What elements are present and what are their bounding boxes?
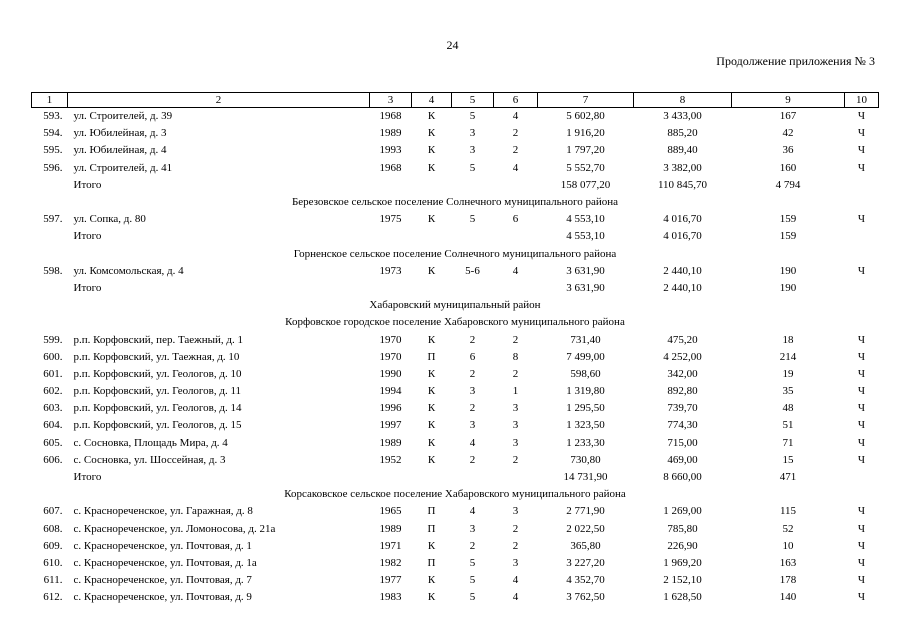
- area-living-cell: 1 628,50: [663, 591, 702, 604]
- total-row: [32, 280, 879, 297]
- total-area-total: 14 731,90: [563, 471, 608, 484]
- empty-cell: [370, 280, 538, 297]
- address-cell: р.п. Корфовский, ул. Геологов, д. 10: [73, 367, 242, 380]
- entrances-cell: 4: [512, 161, 519, 174]
- table-row: [32, 331, 879, 348]
- material-cell: П: [427, 350, 436, 363]
- row-number: 604.: [43, 419, 63, 432]
- year-cell: 1994: [379, 385, 402, 398]
- empty-cell: [32, 280, 68, 297]
- year-cell: 1971: [379, 539, 402, 552]
- area-total-cell: 5 552,70: [566, 161, 605, 174]
- total-residents: 4 794: [775, 178, 801, 191]
- area-total-cell: 4 553,10: [566, 213, 605, 226]
- address-cell: р.п. Корфовский, ул. Геологов, д. 15: [73, 419, 242, 432]
- table-body: [32, 108, 879, 607]
- material-cell: К: [427, 385, 436, 398]
- section-row: [32, 314, 879, 331]
- table-row: [32, 538, 879, 555]
- year-cell: 1952: [379, 453, 402, 466]
- floors-cell: 5-6: [465, 264, 480, 277]
- floors-cell: 2: [469, 453, 476, 466]
- section-heading: Березовское сельское поселение Солнечного муниципального района: [291, 196, 619, 209]
- floors-cell: 3: [469, 385, 476, 398]
- area-total-cell: 2 022,50: [566, 522, 605, 535]
- area-living-cell: 892,80: [667, 385, 698, 398]
- address-cell: с. Краснореченское, ул. Почтовая, д. 1а: [73, 556, 257, 569]
- column-header: 5: [452, 93, 494, 108]
- address-cell: с. Краснореченское, ул. Почтовая, д. 9: [73, 591, 252, 604]
- area-total-cell: 1 916,20: [566, 127, 605, 140]
- page-number: 24: [446, 38, 459, 52]
- area-living-cell: 2 440,10: [663, 264, 702, 277]
- row-number: 602.: [43, 385, 63, 398]
- address-cell: с. Краснореченское, ул. Почтовая, д. 1: [73, 539, 252, 552]
- residents-cell: 71: [782, 436, 794, 449]
- entrances-cell: 4: [512, 591, 519, 604]
- row-number: 612.: [43, 591, 63, 604]
- address-cell: с. Сосновка, ул. Шоссейная, д. 3: [73, 453, 226, 466]
- year-cell: 1989: [379, 436, 402, 449]
- year-cell: 1970: [379, 350, 402, 363]
- area-total-cell: 3 227,20: [566, 556, 605, 569]
- year-cell: 1973: [379, 264, 402, 277]
- row-number: 599.: [43, 333, 63, 346]
- area-living-cell: 4 252,00: [663, 350, 702, 363]
- empty-cell: [845, 177, 879, 194]
- table-row: [32, 503, 879, 520]
- floors-cell: 2: [469, 333, 476, 346]
- area-living-cell: 226,90: [667, 539, 698, 552]
- table-row: [32, 366, 879, 383]
- row-number: 609.: [43, 539, 63, 552]
- residents-cell: 18: [782, 333, 794, 346]
- section-row: [32, 246, 879, 263]
- row-number: 606.: [43, 453, 63, 466]
- area-living-cell: 469,00: [667, 453, 698, 466]
- row-number: 600.: [43, 350, 63, 363]
- table-row: [32, 349, 879, 366]
- column-header: 4: [412, 93, 452, 108]
- residents-cell: 42: [782, 127, 794, 140]
- total-area-living: 2 440,10: [663, 281, 702, 294]
- empty-cell: [32, 177, 68, 194]
- area-living-cell: 885,20: [667, 127, 698, 140]
- area-living-cell: 2 152,10: [663, 574, 702, 587]
- entrances-cell: 4: [512, 574, 519, 587]
- section-row: [32, 194, 879, 211]
- mark-cell: Ч: [857, 539, 866, 552]
- row-number: 605.: [43, 436, 63, 449]
- table-row: [32, 452, 879, 469]
- residents-cell: 159: [779, 213, 797, 226]
- total-area-total: 3 631,90: [566, 281, 605, 294]
- floors-cell: 2: [469, 402, 476, 415]
- residents-cell: 52: [782, 522, 794, 535]
- floors-cell: 5: [469, 574, 476, 587]
- area-total-cell: 731,40: [570, 333, 601, 346]
- area-total-cell: 1 295,50: [566, 402, 605, 415]
- address-cell: с. Краснореченское, ул. Почтовая, д. 7: [73, 574, 252, 587]
- entrances-cell: 6: [512, 213, 519, 226]
- mark-cell: Ч: [857, 522, 866, 535]
- year-cell: 1993: [379, 144, 402, 157]
- empty-cell: [845, 228, 879, 245]
- table-row: [32, 417, 879, 434]
- floors-cell: 2: [469, 367, 476, 380]
- mark-cell: Ч: [857, 350, 866, 363]
- empty-cell: [32, 228, 68, 245]
- area-total-cell: 4 352,70: [566, 574, 605, 587]
- entrances-cell: 3: [512, 402, 519, 415]
- material-cell: К: [427, 453, 436, 466]
- row-number: 607.: [43, 505, 63, 518]
- entrances-cell: 4: [512, 110, 519, 123]
- floors-cell: 5: [469, 110, 476, 123]
- total-label: Итого: [73, 230, 102, 243]
- address-cell: с. Краснореченское, ул. Гаражная, д. 8: [73, 505, 253, 518]
- residents-cell: 36: [782, 144, 794, 157]
- year-cell: 1968: [379, 161, 402, 174]
- area-total-cell: 1 797,20: [566, 144, 605, 157]
- section-heading: Горненское сельское поселение Солнечного муниципального района: [293, 247, 617, 260]
- residents-cell: 190: [779, 264, 797, 277]
- mark-cell: Ч: [857, 453, 866, 466]
- header-row: [32, 93, 879, 108]
- section-heading: Хабаровский муниципальный район: [369, 299, 541, 312]
- address-cell: ул. Строителей, д. 41: [73, 161, 173, 174]
- year-cell: 1997: [379, 419, 402, 432]
- empty-cell: [32, 469, 68, 486]
- residents-cell: 167: [779, 110, 797, 123]
- entrances-cell: 2: [512, 367, 519, 380]
- year-cell: 1975: [379, 213, 402, 226]
- area-total-cell: 7 499,00: [566, 350, 605, 363]
- row-number: 611.: [43, 574, 63, 587]
- table-row: [32, 555, 879, 572]
- area-living-cell: 715,00: [667, 436, 698, 449]
- total-area-living: 110 845,70: [657, 178, 708, 191]
- row-number: 603.: [43, 402, 63, 415]
- table-row: [32, 589, 879, 606]
- address-cell: с. Краснореченское, ул. Ломоносова, д. 21а: [73, 522, 276, 535]
- column-header: 8: [634, 93, 732, 108]
- floors-cell: 5: [469, 161, 476, 174]
- row-number: 593.: [43, 110, 63, 123]
- year-cell: 1965: [379, 505, 402, 518]
- year-cell: 1989: [379, 522, 402, 535]
- mark-cell: Ч: [857, 264, 866, 277]
- material-cell: П: [427, 505, 436, 518]
- entrances-cell: 1: [512, 385, 519, 398]
- section-heading: Корсаковское сельское поселение Хабаровского муниципального района: [284, 488, 626, 501]
- mark-cell: Ч: [857, 591, 866, 604]
- area-living-cell: 739,70: [667, 402, 698, 415]
- material-cell: П: [427, 522, 436, 535]
- entrances-cell: 2: [512, 453, 519, 466]
- mark-cell: Ч: [857, 556, 866, 569]
- floors-cell: 4: [469, 436, 476, 449]
- material-cell: К: [427, 333, 436, 346]
- floors-cell: 5: [469, 556, 476, 569]
- address-cell: р.п. Корфовский, пер. Таежный, д. 1: [73, 333, 244, 346]
- mark-cell: Ч: [857, 333, 866, 346]
- area-living-cell: 774,30: [667, 419, 698, 432]
- floors-cell: 3: [469, 127, 476, 140]
- material-cell: К: [427, 264, 436, 277]
- residents-cell: 160: [779, 161, 797, 174]
- column-header: 3: [370, 93, 412, 108]
- floors-cell: 4: [469, 505, 476, 518]
- mark-cell: Ч: [857, 367, 866, 380]
- address-cell: ул. Комсомольская, д. 4: [73, 264, 184, 277]
- area-living-cell: 889,40: [667, 144, 698, 157]
- material-cell: К: [427, 161, 436, 174]
- total-area-total: 158 077,20: [560, 178, 611, 191]
- address-cell: с. Сосновка, Площадь Мира, д. 4: [73, 436, 228, 449]
- floors-cell: 2: [469, 539, 476, 552]
- entrances-cell: 3: [512, 419, 519, 432]
- row-number: 601.: [43, 367, 63, 380]
- row-number: 597.: [43, 213, 63, 226]
- table-row: [32, 263, 879, 280]
- material-cell: К: [427, 402, 436, 415]
- entrances-cell: 3: [512, 505, 519, 518]
- housing-table: [31, 92, 879, 606]
- total-area-living: 8 660,00: [663, 471, 702, 484]
- column-header: 10: [845, 93, 879, 108]
- area-total-cell: 1 323,50: [566, 419, 605, 432]
- mark-cell: Ч: [857, 127, 866, 140]
- total-residents: 190: [779, 281, 797, 294]
- area-living-cell: 4 016,70: [663, 213, 702, 226]
- total-residents: 159: [779, 230, 797, 243]
- area-total-cell: 1 319,80: [566, 385, 605, 398]
- residents-cell: 178: [779, 574, 797, 587]
- floors-cell: 3: [469, 419, 476, 432]
- material-cell: К: [427, 144, 436, 157]
- empty-cell: [845, 280, 879, 297]
- total-label: Итого: [73, 471, 102, 484]
- floors-cell: 3: [469, 522, 476, 535]
- mark-cell: Ч: [857, 385, 866, 398]
- area-living-cell: 3 433,00: [663, 110, 702, 123]
- residents-cell: 19: [782, 367, 794, 380]
- mark-cell: Ч: [857, 505, 866, 518]
- residents-cell: 163: [779, 556, 797, 569]
- residents-cell: 51: [782, 419, 794, 432]
- table-row: [32, 142, 879, 159]
- residents-cell: 140: [779, 591, 797, 604]
- address-cell: ул. Юбилейная, д. 3: [73, 127, 167, 140]
- mark-cell: Ч: [857, 436, 866, 449]
- entrances-cell: 2: [512, 333, 519, 346]
- year-cell: 1970: [379, 333, 402, 346]
- total-area-total: 4 553,10: [566, 230, 605, 243]
- year-cell: 1990: [379, 367, 402, 380]
- residents-cell: 15: [782, 453, 794, 466]
- row-number: 598.: [43, 264, 63, 277]
- entrances-cell: 2: [512, 144, 519, 157]
- entrances-cell: 3: [512, 556, 519, 569]
- mark-cell: Ч: [857, 144, 866, 157]
- area-total-cell: 730,80: [570, 453, 601, 466]
- area-total-cell: 3 762,50: [566, 591, 605, 604]
- address-cell: р.п. Корфовский, ул. Геологов, д. 11: [73, 385, 242, 398]
- material-cell: К: [427, 110, 436, 123]
- area-living-cell: 475,20: [667, 333, 698, 346]
- total-row: [32, 228, 879, 245]
- table-row: [32, 435, 879, 452]
- section-row: [32, 297, 879, 314]
- mark-cell: Ч: [857, 110, 866, 123]
- row-number: 608.: [43, 522, 63, 535]
- entrances-cell: 2: [512, 127, 519, 140]
- area-total-cell: 1 233,30: [566, 436, 605, 449]
- empty-cell: [370, 228, 538, 245]
- floors-cell: 5: [469, 591, 476, 604]
- table-row: [32, 125, 879, 142]
- area-total-cell: 365,80: [570, 539, 601, 552]
- column-header: 6: [494, 93, 538, 108]
- area-living-cell: 342,00: [667, 367, 698, 380]
- entrances-cell: 2: [512, 522, 519, 535]
- table-row: [32, 400, 879, 417]
- entrances-cell: 3: [512, 436, 519, 449]
- residents-cell: 48: [782, 402, 794, 415]
- mark-cell: Ч: [857, 574, 866, 587]
- table-row: [32, 160, 879, 177]
- year-cell: 1983: [379, 591, 402, 604]
- area-total-cell: 2 771,90: [566, 505, 605, 518]
- floors-cell: 6: [469, 350, 476, 363]
- material-cell: К: [427, 591, 436, 604]
- area-total-cell: 5 602,80: [566, 110, 605, 123]
- address-cell: ул. Сопка, д. 80: [73, 213, 146, 226]
- row-number: 594.: [43, 127, 63, 140]
- total-row: [32, 177, 879, 194]
- material-cell: К: [427, 127, 436, 140]
- table-row: [32, 108, 879, 126]
- section-heading: Корфовское городское поселение Хабаровского муниципального района: [285, 316, 625, 329]
- material-cell: К: [427, 367, 436, 380]
- mark-cell: Ч: [857, 402, 866, 415]
- year-cell: 1996: [379, 402, 402, 415]
- area-living-cell: 3 382,00: [663, 161, 702, 174]
- address-cell: ул. Строителей, д. 39: [73, 110, 173, 123]
- table-row: [32, 572, 879, 589]
- total-residents: 471: [779, 471, 797, 484]
- entrances-cell: 2: [512, 539, 519, 552]
- total-row: [32, 469, 879, 486]
- mark-cell: Ч: [857, 419, 866, 432]
- residents-cell: 214: [779, 350, 797, 363]
- area-living-cell: 785,80: [667, 522, 698, 535]
- material-cell: К: [427, 539, 436, 552]
- material-cell: К: [427, 419, 436, 432]
- total-label: Итого: [73, 178, 102, 191]
- material-cell: П: [427, 556, 436, 569]
- mark-cell: Ч: [857, 213, 866, 226]
- table-row: [32, 383, 879, 400]
- column-header: 7: [538, 93, 634, 108]
- appendix-note: Продолжение приложения № 3: [716, 54, 875, 68]
- entrances-cell: 4: [512, 264, 519, 277]
- column-header: 9: [732, 93, 845, 108]
- empty-cell: [845, 469, 879, 486]
- address-cell: ул. Юбилейная, д. 4: [73, 144, 167, 157]
- column-header: 1: [32, 93, 68, 108]
- column-header: 2: [68, 93, 370, 108]
- table-row: [32, 521, 879, 538]
- address-cell: р.п. Корфовский, ул. Таежная, д. 10: [73, 350, 240, 363]
- material-cell: К: [427, 213, 436, 226]
- area-total-cell: 3 631,90: [566, 264, 605, 277]
- residents-cell: 10: [782, 539, 794, 552]
- row-number: 596.: [43, 161, 63, 174]
- address-cell: р.п. Корфовский, ул. Геологов, д. 14: [73, 402, 242, 415]
- year-cell: 1968: [379, 110, 402, 123]
- row-number: 595.: [43, 144, 63, 157]
- total-label: Итого: [73, 281, 102, 294]
- area-living-cell: 1 969,20: [663, 556, 702, 569]
- material-cell: К: [427, 436, 436, 449]
- year-cell: 1982: [379, 556, 402, 569]
- residents-cell: 35: [782, 385, 794, 398]
- area-total-cell: 598,60: [570, 367, 601, 380]
- empty-cell: [370, 177, 538, 194]
- empty-cell: [370, 469, 538, 486]
- total-area-living: 4 016,70: [663, 230, 702, 243]
- table-row: [32, 211, 879, 228]
- mark-cell: Ч: [857, 161, 866, 174]
- entrances-cell: 8: [512, 350, 519, 363]
- material-cell: К: [427, 574, 436, 587]
- year-cell: 1989: [379, 127, 402, 140]
- year-cell: 1977: [379, 574, 402, 587]
- section-row: [32, 486, 879, 503]
- area-living-cell: 1 269,00: [663, 505, 702, 518]
- residents-cell: 115: [779, 505, 797, 518]
- floors-cell: 3: [469, 144, 476, 157]
- row-number: 610.: [43, 556, 63, 569]
- floors-cell: 5: [469, 213, 476, 226]
